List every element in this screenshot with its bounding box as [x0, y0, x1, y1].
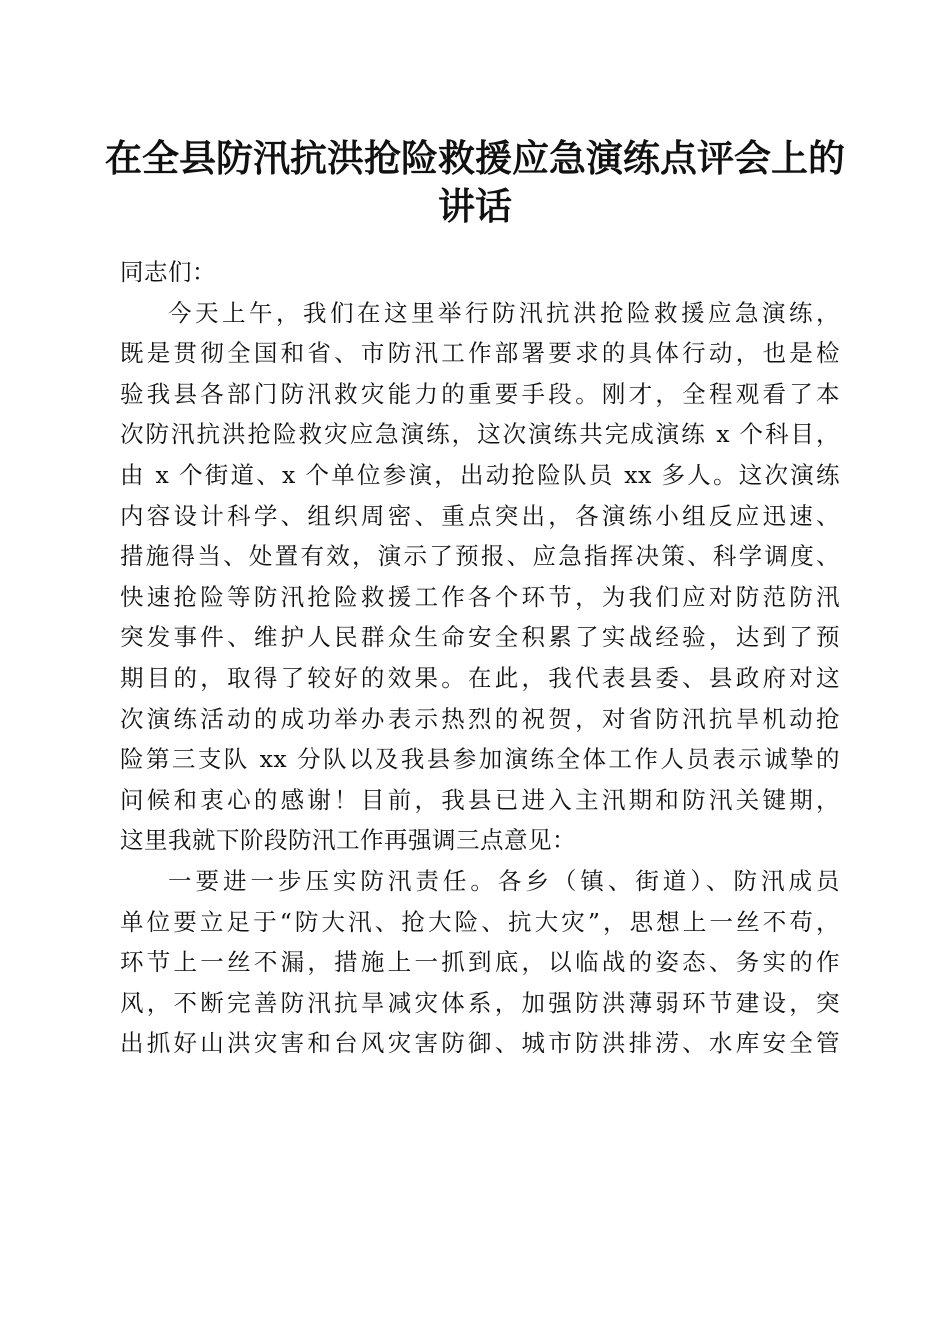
paragraph-1-line: 突发事件、维护人民群众生命安全积累了实战经验，达到了预	[120, 623, 840, 652]
paragraph-1-line: 问候和衷心的感谢！目前，我县已进入主汛期和防汛关键期，	[120, 785, 840, 814]
paragraph-1-line: 由 x 个街道、x 个单位参演，出动抢险队员 xx 多人。这次演练	[120, 460, 840, 489]
paragraph-1-line: 既是贯彻全国和省、市防汛工作部署要求的具体行动，也是检	[120, 339, 840, 368]
paragraph-1-line: 验我县各部门防汛救灾能力的重要手段。刚才，全程观看了本	[120, 379, 840, 408]
paragraph-1-line: 快速抢险等防汛抢险救援工作各个环节，为我们应对防范防汛	[120, 582, 840, 611]
document-title	[100, 134, 850, 230]
paragraph-1-line: 措施得当、处置有效，演示了预报、应急指挥决策、科学调度、	[120, 542, 840, 571]
paragraph-1-line: 这里我就下阶段防汛工作再强调三点意见：	[120, 826, 576, 855]
paragraph-1-line: 次防汛抗洪抢险救灾应急演练，这次演练共完成演练 x 个科目，	[120, 420, 840, 449]
paragraph-2-line: 出抓好山洪灾害和台风灾害防御、城市防洪排涝、水库安全管	[120, 1029, 840, 1058]
paragraph-2-line: 一要进一步压实防汛责任。各乡（镇、街道）、防汛成员	[168, 866, 840, 895]
paragraph-1-line: 内容设计科学、组织周密、重点突出，各演练小组反应迅速、	[120, 501, 840, 530]
paragraph-2-line: 风，不断完善防汛抗旱减灾体系，加强防洪薄弱环节建设，突	[120, 988, 840, 1017]
title-line: 在全县防汛抗洪抢险救援应急演练点评会上的	[105, 136, 845, 180]
title-line: 讲话	[438, 184, 512, 228]
salutation: 同志们：	[120, 258, 216, 286]
paragraph-1-line: 险第三支队 xx 分队以及我县参加演练全体工作人员表示诚挚的	[120, 745, 840, 774]
paragraph-1-line: 次演练活动的成功举办表示热烈的祝贺，对省防汛抗旱机动抢	[120, 704, 840, 733]
paragraph-2-line: 环节上一丝不漏，措施上一抓到底，以临战的姿态、务实的作	[120, 948, 840, 977]
paragraph-2-line: 单位要立足于“防大汛、抢大险、抗大灾”，思想上一丝不苟，	[120, 907, 840, 936]
paragraph-1-line: 期目的，取得了较好的效果。在此，我代表县委、县政府对这	[120, 663, 840, 692]
paragraph-1-line: 今天上午，我们在这里举行防汛抗洪抢险救援应急演练，	[168, 298, 840, 327]
document-body	[120, 252, 840, 1064]
